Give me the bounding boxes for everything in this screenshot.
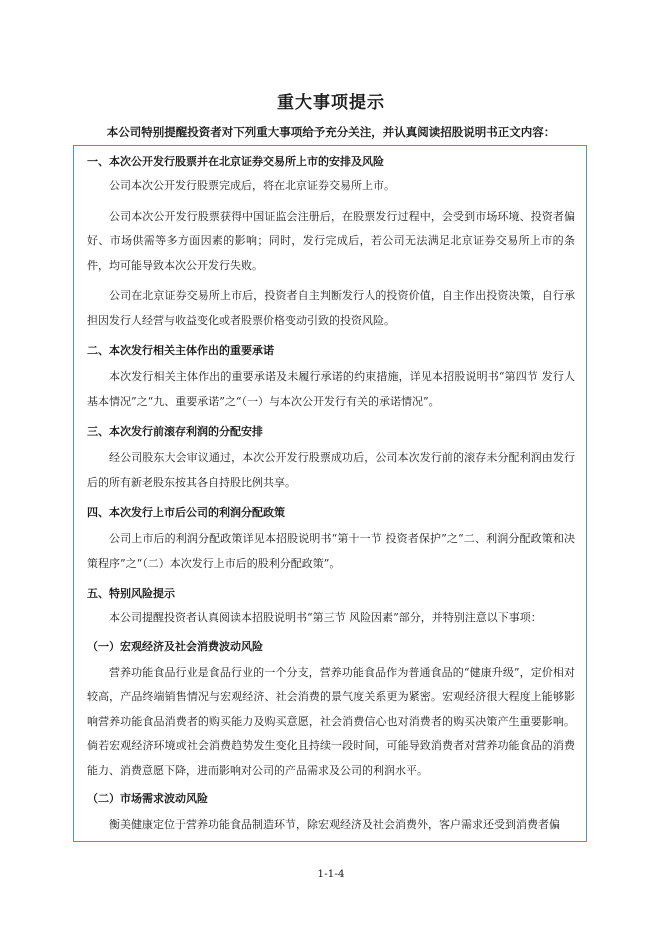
- paragraph: 经公司股东大会审议通过，本次公开发行股票成功后，公司本次发行前的滚存未分配利润由发行后的所有新老股东按其各自持股比例共享。: [87, 451, 575, 489]
- paragraph: 营养功能食品行业是食品行业的一个分支，营养功能食品作为普通食品的“健康升级”，定价相对较高，产品终端销售情况与宏观经济、社会消费的景气度关系更为紧密。宏观经济很大程度上能够影响营养功能食品消费者的购买能力及购买意愿，社会消费信心也对消费者的购买决策产生重要影响。倘若宏观经济环境或社会消费趋势发生变化且持续一段时间，可能导致消费者对营养功能食品的消费能力、消费意愿下降，进而影响对公司的产品需求及公司的利润水平。: [87, 665, 575, 777]
- section-heading-2: 二、本次发行相关主体作出的重要承诺: [87, 344, 274, 357]
- section-heading-1: 一、本次公开发行股票并在北京证券交易所上市的安排及风险: [87, 155, 384, 168]
- intro-notice: 本公司特别提醒投资者对下列重大事项给予充分关注，并认真阅读招股说明书正文内容：: [106, 125, 556, 139]
- paragraph: 衡美健康定位于营养功能食品制造环节，除宏观经济及社会消费外，客户需求还受到消费者偏: [109, 818, 560, 831]
- page-number: 1-1-4: [317, 868, 345, 880]
- paragraph: 公司本次公开发行股票获得中国证监会注册后，在股票发行过程中，会受到市场环境、投资者偏好、市场供需等多方面因素的影响；同时，发行完成后，若公司无法满足北京证券交易所上市的条件，均可能导致本次公开发行失败。: [87, 209, 575, 272]
- section-heading-5: 五、特别风险提示: [87, 587, 175, 600]
- subsection-heading-1: （一）宏观经济及社会消费波动风险: [87, 639, 263, 653]
- section-heading-3: 三、本次发行前滚存利润的分配安排: [87, 425, 263, 438]
- paragraph: 本次发行相关主体作出的重要承诺及未履行承诺的约束措施，详见本招股说明书“第四节 发行人基本情况”之“九、重要承诺”之“（一）与本次公开发行有关的承诺情况”。: [87, 370, 575, 408]
- paragraph: 公司在北京证券交易所上市后，投资者自主判断发行人的投资价值，自主作出投资决策，自行承担因发行人经营与收益变化或者股票价格变动引致的投资风险。: [87, 289, 575, 327]
- subsection-heading-2: （二）市场需求波动风险: [87, 792, 208, 805]
- content-box: [73, 145, 587, 842]
- paragraph: 公司上市后的利润分配政策详见本招股说明书“第十一节 投资者保护”之“二、利润分配政策和决策程序”之“（二）本次发行上市后的股利分配政策”。: [87, 532, 575, 570]
- page-title: 重大事项提示: [277, 93, 385, 113]
- section-heading-4: 四、本次发行上市后公司的利润分配政策: [87, 506, 285, 519]
- content-body: [87, 146, 575, 838]
- paragraph: 本公司提醒投资者认真阅读本招股说明书“第三节 风险因素”部分，并特别注意以下事项：: [109, 611, 542, 624]
- paragraph: 公司本次公开发行股票完成后，将在北京证券交易所上市。: [109, 179, 395, 192]
